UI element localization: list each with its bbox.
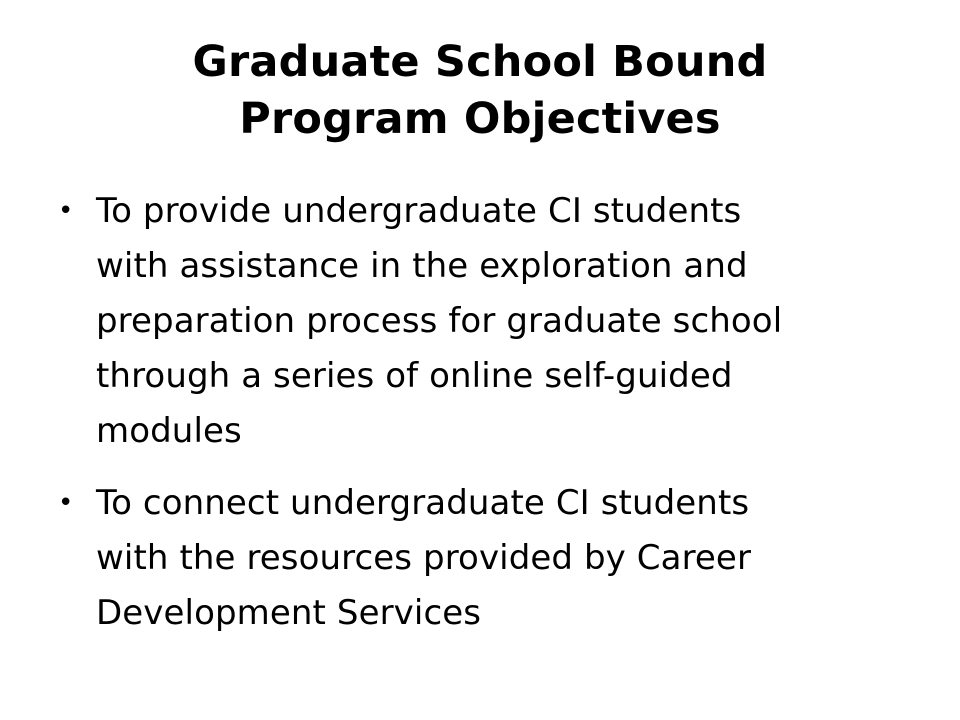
bullet-2-line-2: with the resources provided by Career — [96, 538, 752, 578]
bullet-1-line-1: To provide undergraduate CI students — [96, 191, 742, 231]
bullet-1-line-5: modules — [96, 411, 242, 451]
slide-title-line-2: Program Objectives — [239, 94, 721, 144]
bullet-list — [58, 184, 918, 658]
bullet-item-connect-resources — [58, 476, 918, 641]
bullet-1-line-2: with assistance in the exploration and — [96, 246, 748, 286]
slide-title — [60, 34, 900, 148]
bullet-1-line-3: preparation process for graduate school — [96, 301, 783, 341]
slide-title-line-1: Graduate School Bound — [192, 37, 768, 87]
bullet-1-line-4: through a series of online self-guided — [96, 356, 733, 396]
bullet-dot-icon: • — [58, 488, 74, 518]
bullet-dot-icon: • — [58, 196, 74, 226]
bullet-item-provide-assistance — [58, 184, 918, 459]
bullet-2-line-1: To connect undergraduate CI students — [96, 483, 750, 523]
bullet-2-line-3: Development Services — [96, 593, 482, 633]
